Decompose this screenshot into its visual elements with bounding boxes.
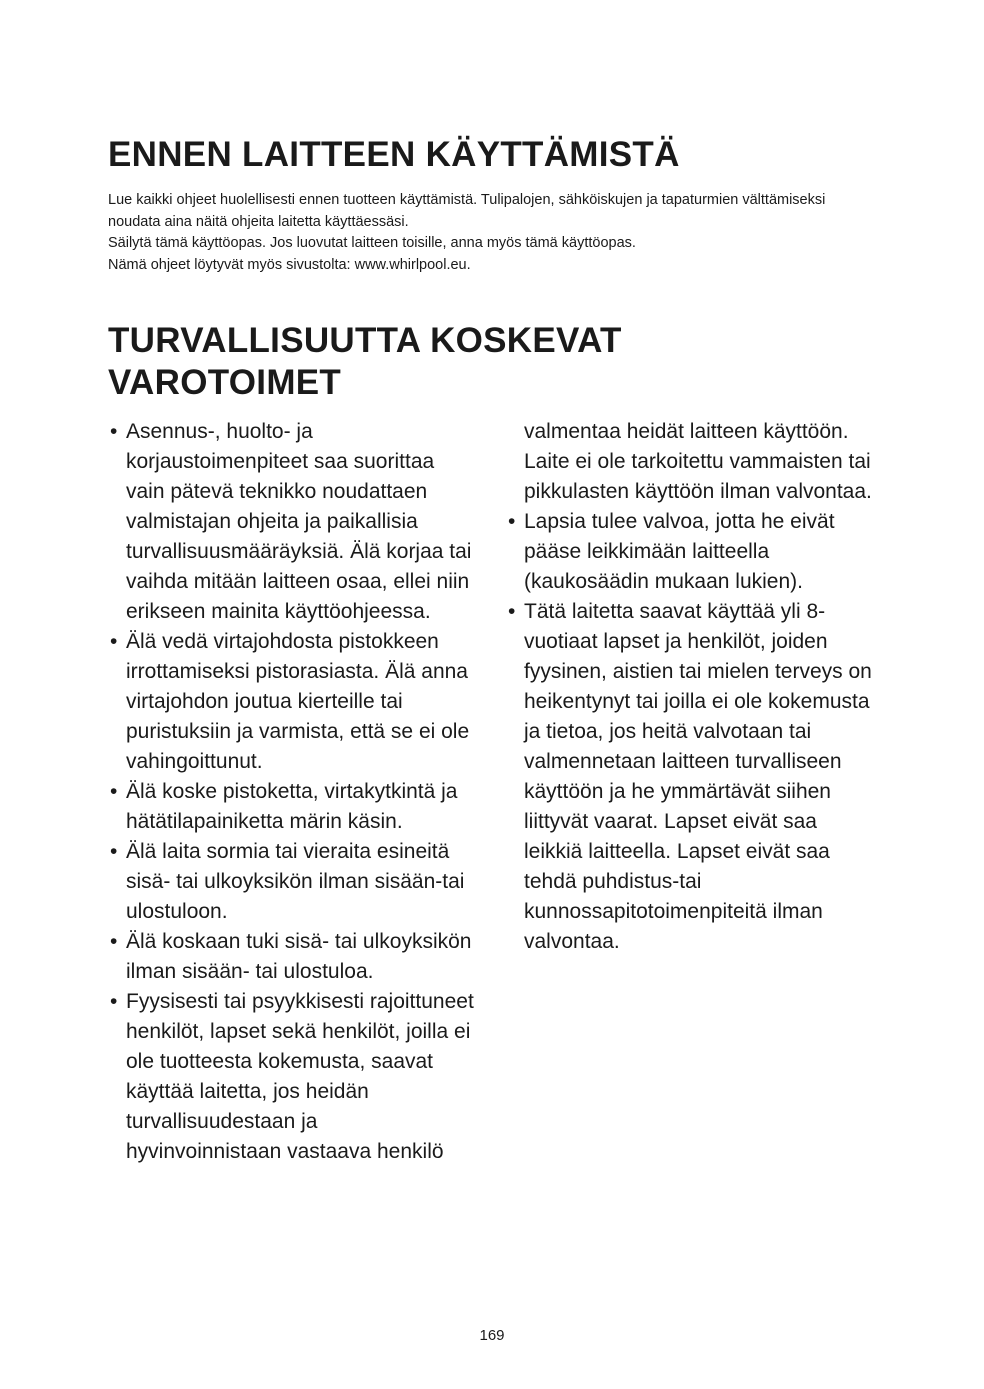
safety-bullet-item — [110, 927, 478, 987]
bullet-text: Asennus-, huolto- ja korjaustoimenpiteet saa suorittaa vain pätevä teknikko noudattaen valmistajan ohjeita ja paikallisia turvallisuusmääräyksiä. Älä korjaa tai vaihda mitään laitteen osaa, ellei niin erikseen mainita käyttöohjeessa. — [126, 420, 472, 623]
intro-paragraph: Lue kaikki ohjeet huolellisesti ennen tuotteen käyttämistä. Tulipalojen, sähköiskujen ja tapaturmien välttämiseksi noudata aina näitä ohjeita laitetta käyttäessäsi. — [108, 192, 826, 230]
bullet-dot: • — [110, 420, 118, 443]
section-title-text: TURVALLISUUTTA KOSKEVAT VAROTOIMET — [108, 321, 622, 402]
page-number: 169 — [479, 1327, 505, 1344]
safety-bullet-item — [508, 507, 880, 597]
bullet-text: Fyysisesti tai psyykkisesti rajoittuneet henkilöt, lapset sekä henkilöt, joilla ei ole tuotteesta kokemusta, saavat käyttää laitetta, jos heidän turvallisuudestaan ja hyvinvoinnistaan vastaava henkilö — [126, 990, 474, 1163]
safety-bullet-item — [110, 777, 478, 837]
section-title-before-use: ENNEN LAITTEEN KÄYTTÄMISTÄ — [108, 135, 680, 174]
section-title-safety-precautions — [108, 320, 668, 404]
safety-bullet-item — [110, 987, 478, 1167]
bullet-text: Lapsia tulee valvoa, jotta he eivät pääse leikkimään laitteella (kaukosäädin mukaan lukien). — [524, 510, 835, 593]
bullet-text: Älä koskaan tuki sisä- tai ulkoyksikön ilman sisään- tai ulostuloa. — [126, 930, 472, 983]
safety-bullet-item — [110, 837, 478, 927]
bullet-dot: • — [508, 600, 516, 623]
safety-list-right-column — [508, 417, 880, 957]
safety-bullet-item — [110, 627, 478, 777]
intro-text — [108, 190, 868, 276]
safety-list-left-column — [110, 417, 478, 1167]
bullet-dot: • — [110, 630, 118, 653]
bullet-dot: • — [110, 840, 118, 863]
bullet-text: Tätä laitetta saavat käyttää yli 8-vuotiaat lapset ja henkilöt, joiden fyysinen, aistien tai mielen terveys on heikentynyt tai joilla ei ole kokemusta ja tietoa, jos heitä valvotaan tai valmennetaan laitteen turvalliseen käyttöön ja he ymmärtävät siihen liittyvät vaarat. Lapset eivät saa leikkiä laitteella. Lapset eivät saa tehdä puhdistus-tai kunnossapitotoimenpiteitä ilman valvontaa. — [524, 600, 872, 953]
bullet-dot: • — [110, 930, 118, 953]
bullet-text: Älä vedä virtajohdosta pistokkeen irrottamiseksi pistorasiasta. Älä anna virtajohdon joutua kierteille tai puristuksiin ja varmista, että se ei ole vahingoittunut. — [126, 630, 470, 773]
bullet-continuation-text: valmentaa heidät laitteen käyttöön. Laite ei ole tarkoitettu vammaisten tai pikkulasten käyttöön ilman valvontaa. — [524, 420, 872, 503]
intro-paragraph: Nämä ohjeet löytyvät myös sivustolta: www.whirlpool.eu. — [108, 256, 471, 273]
bullet-text: Älä koske pistoketta, virtakytkintä ja hätätilapainiketta märin käsin. — [126, 780, 458, 833]
bullet-dot: • — [508, 510, 516, 533]
safety-bullet-item — [508, 597, 880, 957]
bullet-dot: • — [110, 990, 118, 1013]
safety-bullet-item — [110, 417, 478, 627]
bullet-dot: • — [110, 780, 118, 803]
intro-paragraph: Säilytä tämä käyttöopas. Jos luovutat laitteen toisille, anna myös tämä käyttöopas. — [108, 235, 636, 251]
bullet-text: Älä laita sormia tai vieraita esineitä sisä- tai ulkoyksikön ilman sisään-tai ulostuloon. — [126, 840, 465, 923]
